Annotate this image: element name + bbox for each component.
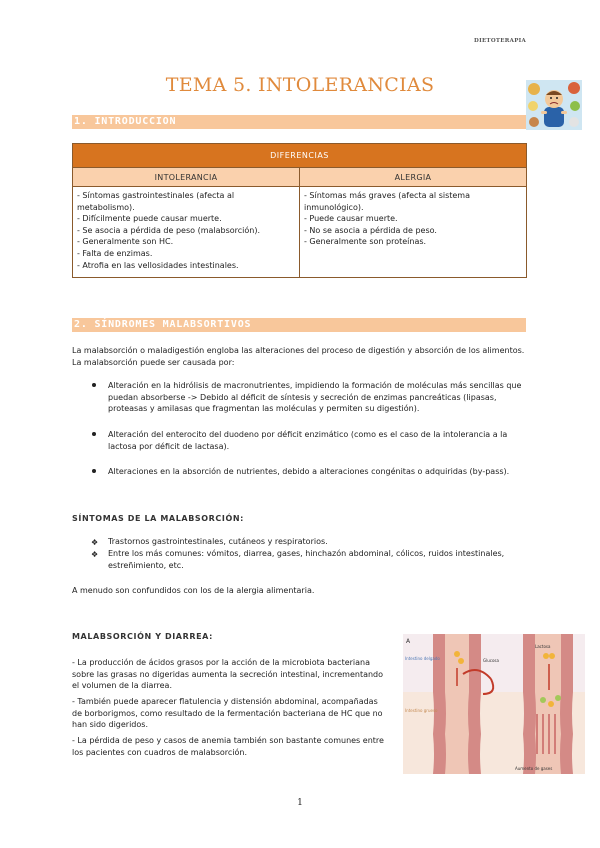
section-heading-text: 2. SÍNDROMES MALABSORTIVOS [74,319,252,330]
table-line: - Síntomas gastrointestinales (afecta al [77,191,235,200]
paragraph-line: - La pérdida de peso y casos de anemia también son bastante comunes entre [72,736,384,745]
diarrhea-heading: MALABSORCIÓN Y DIARREA: [72,632,213,641]
bullet-dot-icon [92,432,96,436]
paragraph-line: La malabsorción o maladigestión engloba las alteraciones del proceso de digestión y absorción de los alimentos. [72,346,525,355]
section-heading-text: 1. INTRODUCCION [74,116,177,127]
paragraph-line: sobre las grasas no digeridas aumenta la secreción intestinal, incrementando [72,669,384,679]
section-heading-sindromes [72,318,526,332]
diarrhea-point [72,657,392,692]
glucose-label: Glucosa [483,658,499,663]
diarrhea-point [72,696,392,731]
table-line: - Puede causar muerte. [304,214,398,224]
diamond-bullet-icon: ❖ [91,550,99,559]
large-intestine-label: Intestino grueso [405,708,438,713]
paragraph-line: los pacientes con cuadros de malabsorción. [72,747,248,757]
paragraph-line: el volumen de la diarrea. [72,681,172,690]
table-line: inmunológico). [304,202,364,212]
cause-item [108,380,528,415]
differences-table [72,143,527,278]
intro-paragraph [72,345,532,368]
figure-panel-label: A [406,638,411,645]
table-line: - Atrofia en las vellosidades intestinales. [77,260,239,270]
bullet-line: estreñimiento, etc. [108,560,184,570]
small-intestine-label: Intestino delgado [405,656,440,661]
table-line: - Generalmente son HC. [77,237,174,247]
bullet-line: Alteración en la hidrólisis de macronutrientes, impidiendo la formación de moléculas más sencillas que [108,381,522,390]
bullet-line: Alteración del enterocito del duodeno por déficit enzimático (como es el caso de la intolerancia a la [108,430,508,439]
cause-item [108,466,528,478]
table-line: - Se asocia a pérdida de peso (malabsorción). [77,225,261,235]
section-heading-introduccion [72,115,526,129]
bullet-line: Trastornos gastrointestinales, cutáneos y respiratorios. [108,537,328,546]
page-number: 1 [297,798,303,808]
alergia-cell [300,187,527,278]
bullet-line: puedan absorberse -> Debido al déficit de síntesis y secreción de enzimas pancreáticas (lipasas, [108,392,497,402]
column-header-intolerancia: INTOLERANCIA [73,168,300,187]
table-line: - Falta de enzimas. [77,248,153,258]
confusion-note: A menudo son confundidos con los de la alergia alimentaria. [72,586,315,595]
gas-label: Aumento de gases [515,766,553,771]
paragraph-line: - También puede aparecer flatulencia y distensión abdominal, acompañadas [72,697,378,706]
cause-item [108,429,528,452]
symptoms-heading: SÍNTOMAS DE LA MALABSORCIÓN: [72,514,244,523]
table-line: - Difícilmente puede causar muerte. [77,214,222,224]
paragraph-line: de borborigmos, como resultado de la fermentación bacteriana de HC que no [72,708,383,718]
running-header: DIETOTERAPIA [474,38,527,44]
table-line: - Generalmente son proteínas. [304,237,427,247]
table-line: metabolismo). [77,202,135,212]
bullet-line: proteasas y amilasas que fragmentan las moléculas y permiten su digestión). [108,404,420,413]
bullet-line: Alteraciones en la absorción de nutrientes, debido a alteraciones congénitas o adquiridas (by-pass). [108,467,510,476]
bullet-dot-icon [92,383,96,387]
bullet-line: lactosa por déficit de lactasa). [108,441,230,451]
paragraph-line: La malabsorción puede ser causada por: [72,357,235,367]
paragraph-line: han sido digeridos. [72,720,148,729]
table-title: DIFERENCIAS [73,144,527,168]
column-header-alergia: ALERGIA [300,168,527,187]
bullet-line: Entre los más comunes: vómitos, diarrea, gases, hinchazón abdominal, cólicos, ruidos intestinales, [108,549,505,558]
table-line: - Síntomas más graves (afecta al sistema [304,191,471,200]
diarrhea-point [72,735,392,758]
symptom-item [91,536,528,548]
intolerancia-cell [73,187,300,278]
food-intolerance-illustration [526,80,582,130]
table-line: - No se asocia a pérdida de peso. [304,225,437,235]
symptom-item [91,548,528,571]
lactose-malabsorption-diagram [403,634,585,774]
page-title: TEMA 5. INTOLERANCIAS [165,74,435,96]
diamond-bullet-icon: ❖ [91,538,99,547]
bullet-dot-icon [92,469,96,473]
paragraph-line: - La producción de ácidos grasos por la acción de la microbiota bacteriana [72,658,371,667]
lactose-label: Lactosa [535,644,551,649]
